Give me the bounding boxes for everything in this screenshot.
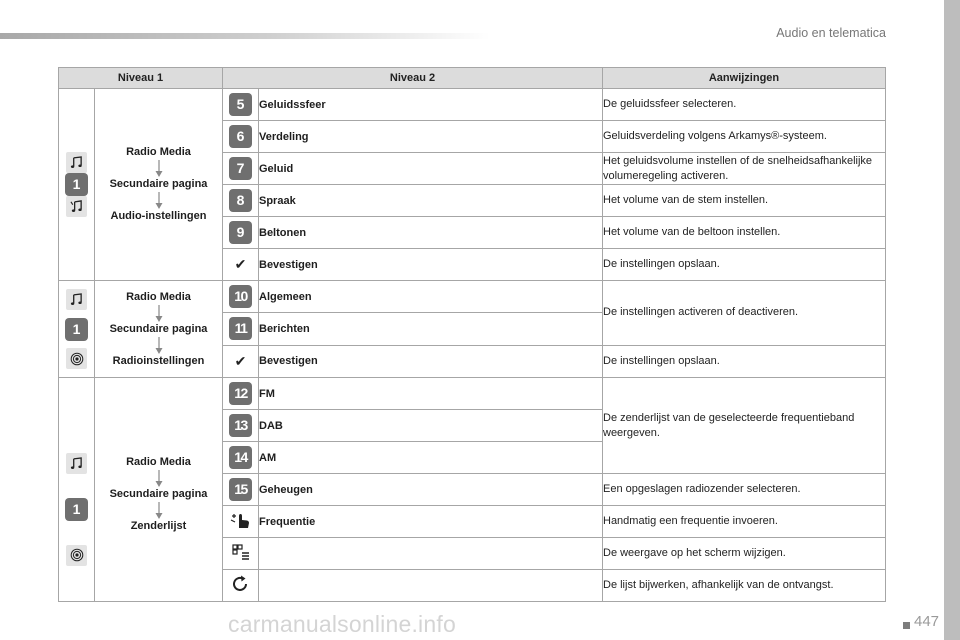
table-row	[59, 89, 886, 121]
level2-label: Geluidssfeer	[259, 89, 603, 121]
level2-label: Algemeen	[259, 281, 603, 313]
marker-cell	[223, 378, 259, 410]
group-path-stations: Radio Media Secundaire pagina Zenderlijst	[95, 378, 223, 602]
step-number-badge: 1	[65, 498, 88, 521]
group-path-radio: Radio Media Secundaire pagina Radioinstellingen	[95, 281, 223, 378]
level2-label: Spraak	[259, 185, 603, 217]
arrow-down-icon	[154, 159, 164, 178]
description: De instellingen opslaan.	[603, 345, 886, 377]
level2-label: Beltonen	[259, 217, 603, 249]
level2-label: AM	[259, 442, 603, 474]
description: De weergave op het scherm wijzigen.	[603, 538, 886, 570]
number-badge: 15	[229, 478, 252, 501]
marker-cell	[223, 442, 259, 474]
level2-label: Bevestigen	[259, 345, 603, 377]
level2-label: Bevestigen	[259, 249, 603, 281]
marker-cell	[223, 345, 259, 377]
level2-label	[259, 570, 603, 602]
description: Het volume van de stem instellen.	[603, 185, 886, 217]
marker-cell	[223, 249, 259, 281]
page-marker	[903, 622, 910, 629]
right-edge-strip	[944, 0, 960, 640]
description: De instellingen opslaan.	[603, 249, 886, 281]
number-badge: 11	[229, 317, 252, 340]
arrow-down-icon	[154, 304, 164, 323]
description: Het geluidsvolume instellen of de snelheidsafhankelijke volumeregeling activeren.	[603, 153, 886, 185]
marker-cell	[223, 474, 259, 506]
marker-cell	[223, 185, 259, 217]
description: Het volume van de beltoon instellen.	[603, 217, 886, 249]
description: De lijst bijwerken, afhankelijk van de ontvangst.	[603, 570, 886, 602]
step-number-badge: 1	[65, 173, 88, 196]
level2-label	[259, 538, 603, 570]
number-badge: 10	[229, 285, 252, 308]
section-title: Audio en telematica	[776, 26, 886, 40]
marker-cell	[223, 410, 259, 442]
hand-touch-icon	[230, 510, 252, 530]
description: De zenderlijst van de geselecteerde frequentieband weergeven.	[603, 378, 886, 474]
table-row	[59, 378, 886, 410]
description: Handmatig een frequentie invoeren.	[603, 506, 886, 538]
level2-label: Geluid	[259, 153, 603, 185]
table-header-row	[59, 68, 886, 89]
arrow-down-icon	[154, 336, 164, 355]
level2-label: DAB	[259, 410, 603, 442]
arrow-down-icon	[154, 501, 164, 520]
refresh-icon	[230, 574, 252, 594]
level2-label: FM	[259, 378, 603, 410]
group-icons-radio	[59, 281, 95, 378]
level2-label: Verdeling	[259, 121, 603, 153]
marker-cell	[223, 121, 259, 153]
number-badge: 8	[229, 189, 252, 212]
grid-list-icon	[230, 542, 252, 562]
radio-antenna-icon	[66, 545, 87, 566]
page-number: 447	[914, 613, 940, 630]
group-icons-stations	[59, 378, 95, 602]
header-niveau-1: Niveau 1	[59, 68, 223, 89]
arrow-down-icon	[154, 469, 164, 488]
marker-cell	[223, 570, 259, 602]
music-settings-icon	[66, 196, 87, 217]
number-badge: 6	[229, 125, 252, 148]
checkmark-icon: ✔	[234, 352, 247, 369]
arrow-down-icon	[154, 191, 164, 210]
level2-label: Geheugen	[259, 474, 603, 506]
description: De geluidssfeer selecteren.	[603, 89, 886, 121]
description: De instellingen activeren of deactiveren.	[603, 281, 886, 346]
marker-cell	[223, 153, 259, 185]
number-badge: 5	[229, 93, 252, 116]
watermark: carmanualsonline.info	[228, 611, 456, 637]
number-badge: 14	[229, 446, 252, 469]
number-badge: 7	[229, 157, 252, 180]
settings-table	[58, 67, 886, 602]
marker-cell	[223, 506, 259, 538]
group-path-audio: Radio Media Secundaire pagina Audio-instellingen	[95, 89, 223, 281]
description: Geluidsverdeling volgens Arkamys®-systeem.	[603, 121, 886, 153]
header-niveau-2: Niveau 2	[223, 68, 603, 89]
checkmark-icon: ✔	[234, 256, 247, 272]
header-aanwijzingen: Aanwijzingen	[603, 68, 886, 89]
marker-cell	[223, 89, 259, 121]
marker-cell	[223, 538, 259, 570]
music-note-icon	[66, 152, 87, 173]
music-note-icon	[66, 453, 87, 474]
number-badge: 9	[229, 221, 252, 244]
step-number-badge: 1	[65, 318, 88, 341]
marker-cell	[223, 313, 259, 345]
level2-label: Berichten	[259, 313, 603, 345]
description: Een opgeslagen radiozender selecteren.	[603, 474, 886, 506]
top-decor-bar	[0, 33, 490, 39]
level2-label: Frequentie	[259, 506, 603, 538]
marker-cell	[223, 281, 259, 313]
number-badge: 12	[229, 382, 252, 405]
group-icons-audio	[59, 89, 95, 281]
music-note-icon	[66, 289, 87, 310]
radio-antenna-icon	[66, 348, 87, 369]
table-row	[59, 281, 886, 313]
number-badge: 13	[229, 414, 252, 437]
marker-cell	[223, 217, 259, 249]
